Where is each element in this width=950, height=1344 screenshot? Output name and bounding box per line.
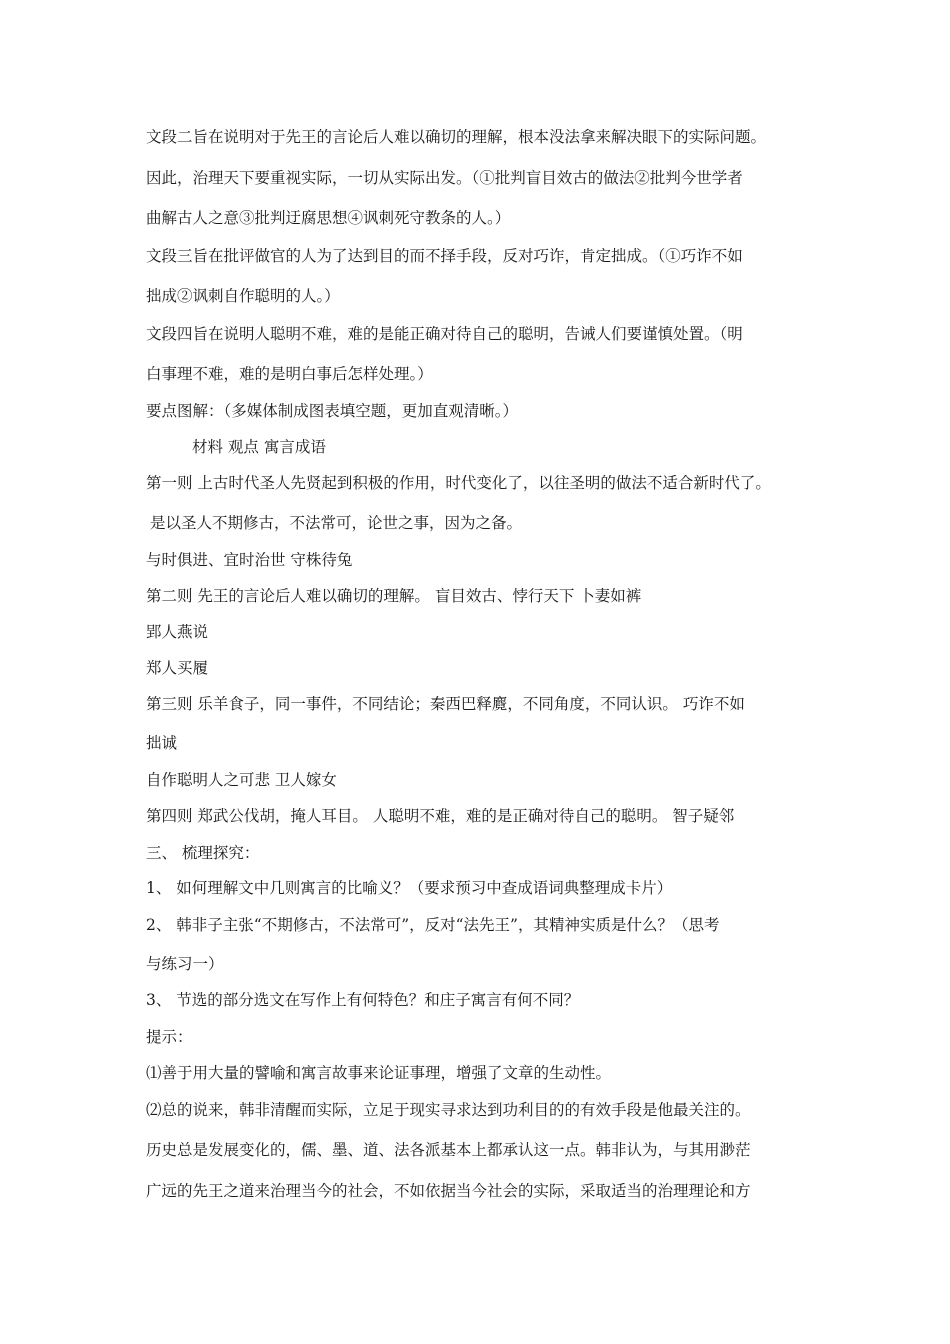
text-line: 自作聪明人之可悲 卫人嫁女 <box>146 771 337 789</box>
text-line: 曲解古人之意③批判迂腐思想④讽刺死守教条的人。） <box>146 209 511 227</box>
text-line: 材料 观点 寓言成语 <box>192 438 326 456</box>
text-line: 第一则 上古时代圣人先贤起到积极的作用，时代变化了，以往圣明的做法不适合新时代了。 <box>146 474 771 492</box>
text-line: 广远的先王之道来治理当今的社会，不如依据当今社会的实际，采取适当的治理理论和方 <box>146 1182 751 1200</box>
text-line: 文段四旨在说明人聪明不难，难的是能正确对待自己的聪明，告诫人们要谨慎处置。（明 <box>146 325 743 343</box>
text-line: 拙成②讽刺自作聪明的人。） <box>146 287 340 305</box>
text-line: 白事理不难，难的是明白事后怎样处理。） <box>146 365 433 383</box>
text-line: 郢人燕说 <box>146 623 209 641</box>
text-line: 郑人买履 <box>146 659 209 677</box>
text-line: 文段二旨在说明对于先王的言论后人难以确切的理解，根本没法拿来解决眼下的实际问题。 <box>146 128 767 146</box>
text-line: 2、 韩非子主张“不期修古，不法常可”，反对“法先王”，其精神实质是什么？（思考 <box>146 916 720 934</box>
text-line: 文段三旨在批评做官的人为了达到目的而不择手段，反对巧诈，肯定拙成。（①巧诈不如 <box>146 247 743 265</box>
text-line: ⑵总的说来，韩非清醒而实际，立足于现实寻求达到功利目的的有效手段是他最关注的。 <box>146 1101 751 1119</box>
text-line: 历史总是发展变化的，儒、墨、道、法各派基本上都承认这一点。韩非认为，与其用渺茫 <box>146 1141 751 1159</box>
section-heading: 三、 梳理探究： <box>146 844 260 862</box>
text-line: 与时俱进、宜时治世 守株待兔 <box>146 551 353 569</box>
text-line: 拙诚 <box>146 734 178 752</box>
text-line: 第四则 郑武公伐胡，掩人耳目。 人聪明不难，难的是正确对待自己的聪明。 智子疑邻 <box>146 807 735 825</box>
text-line: 3、 节选的部分选文在写作上有何特色？和庄子寓言有何不同？ <box>146 991 580 1009</box>
text-line: 要点图解：（多媒体制成图表填空题，更加直观清晰。） <box>146 402 519 420</box>
text-line: 提示： <box>146 1028 193 1046</box>
text-line: 因此，治理天下要重视实际，一切从实际出发。（①批判盲目效古的做法②批判今世学者 <box>146 169 743 187</box>
text-line: 是以圣人不期修古，不法常可，论世之事，因为之备。 <box>150 514 523 532</box>
text-line: 1、 如何理解文中几则寓言的比喻义？（要求预习中查成语词典整理成卡片） <box>146 879 673 897</box>
text-line: 与练习一） <box>146 955 224 973</box>
text-line: 第三则 乐羊食子，同一事件，不同结论；秦西巴释麑，不同角度，不同认识。 巧诈不如 <box>146 695 745 713</box>
text-line: ⑴善于用大量的譬喻和寓言故事来论证事理，增强了文章的生动性。 <box>146 1064 612 1082</box>
text-line: 第二则 先王的言论后人难以确切的理解。 盲目效古、悖行天下 卜妻如裤 <box>146 587 642 605</box>
